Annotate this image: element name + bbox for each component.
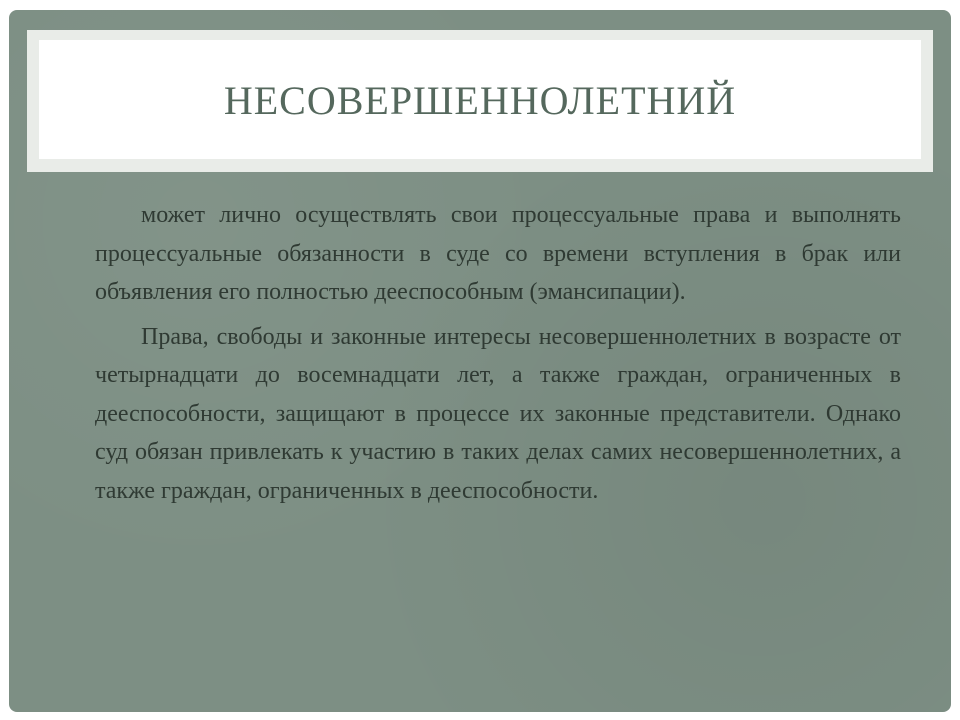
paragraph-legal-representatives: Права, свободы и законные интересы несовершеннолетних в возрасте от четырнадцати до восемнадцати лет, а также граждан, ограниченных в дееспособности, защищают в процессе их законные представители. Однако суд обязан привлекать к участию в таких делах самих несовершеннолетних, а также граждан, ограниченных в дееспособности. <box>95 323 901 504</box>
title-box <box>39 40 921 159</box>
slide <box>9 10 951 712</box>
slide-body <box>95 196 901 510</box>
paragraph-emancipation: может лично осуществлять свои процессуальные права и выполнять процессуальные обязанности в суде со времени вступления в брак или объявления его полностью дееспособным (эмансипации). <box>95 202 901 305</box>
title-band <box>27 30 933 172</box>
slide-title: НЕСОВЕРШЕННОЛЕТНИЙ <box>223 78 737 123</box>
